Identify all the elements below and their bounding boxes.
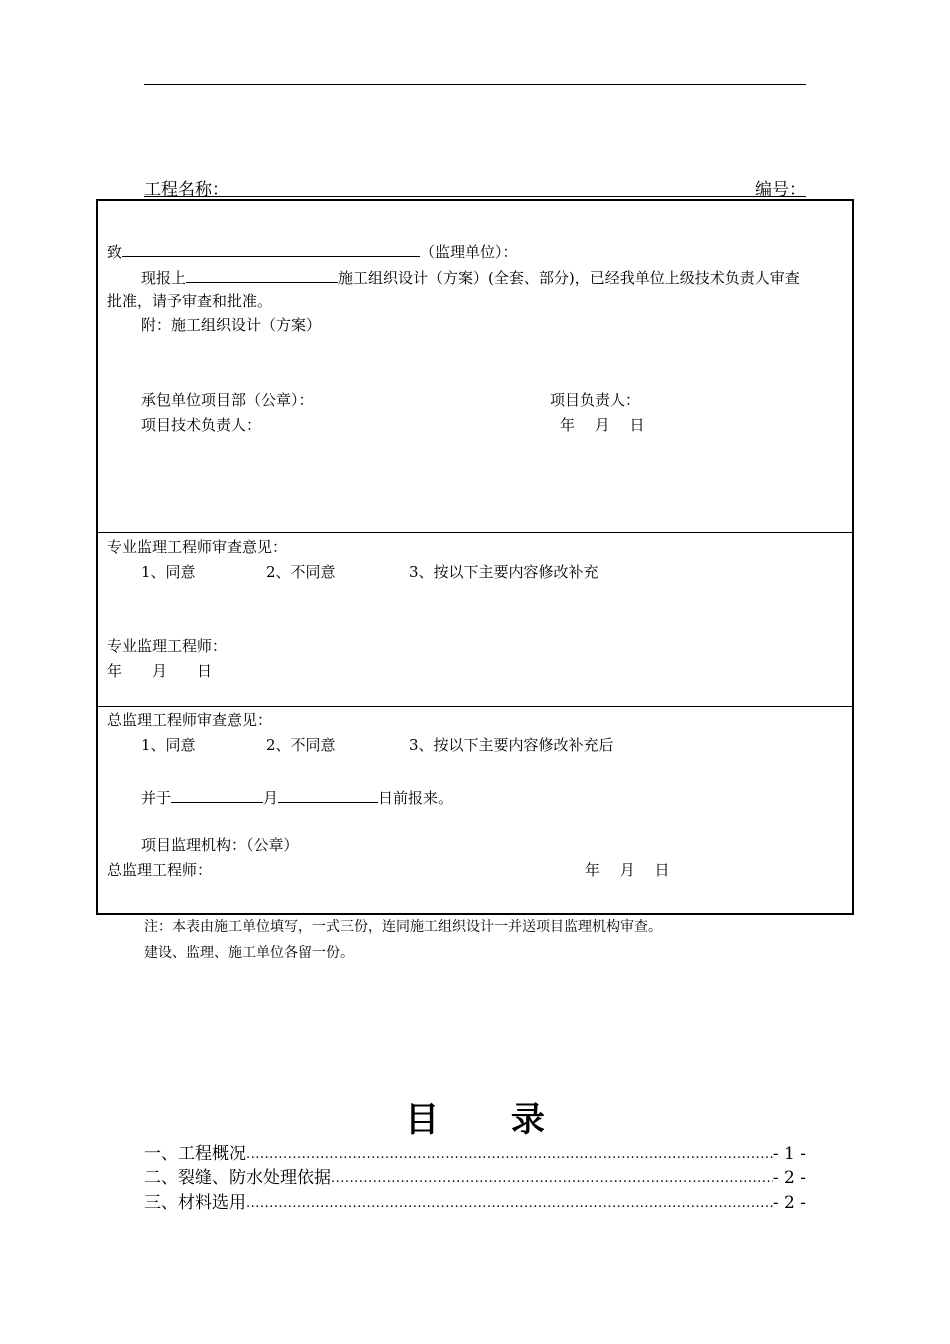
toc-item-text: 三、材料选用	[144, 1193, 246, 1213]
to-line	[107, 240, 518, 262]
submit-prefix: 并于	[141, 789, 172, 807]
submit-month-blank[interactable]	[171, 786, 263, 803]
project-name-label: 工程名称：	[144, 180, 229, 200]
submit-month: 月	[263, 789, 279, 807]
specialist-option-1: 1、同意	[141, 563, 196, 581]
specialist-opinion-label: 专业监理工程师审查意见：	[107, 538, 288, 556]
report-blank[interactable]	[186, 266, 338, 283]
toc-item-page: - 1 -	[772, 1144, 806, 1164]
toc-item-page: - 2 -	[772, 1193, 806, 1213]
toc-item-text: 一、工程概况	[144, 1144, 246, 1164]
toc-item[interactable]	[144, 1189, 806, 1213]
number-label: 编号：	[755, 180, 806, 200]
project-line	[144, 174, 806, 200]
date-1: 年 月 日	[560, 416, 645, 434]
to-prefix: 致	[107, 243, 123, 261]
supervision-org: 项目监理机构：（公章）	[141, 836, 299, 854]
report-line-2: 批准，请予审查和批准。	[107, 292, 273, 310]
chief-opinion-label: 总监理工程师审查意见：	[107, 711, 273, 729]
section-divider-1	[98, 532, 852, 533]
header-rule	[144, 84, 806, 85]
toc-title: 目 录	[405, 1100, 575, 1140]
to-suffix: （监理单位）：	[420, 243, 518, 261]
attachment-line: 附：施工组织设计（方案）	[141, 316, 322, 334]
submit-day-blank[interactable]	[278, 786, 378, 803]
report-prefix: 现报上	[141, 269, 187, 287]
submit-line	[141, 786, 453, 808]
toc-leader	[331, 1170, 773, 1188]
specialist-option-2: 2、不同意	[266, 563, 336, 581]
note-line-2: 建设、监理、施工单位各留一份。	[144, 945, 354, 961]
note-line-1: 注：本表由施工单位填写，一式三份，连同施工组织设计一并送项目监理机构审查。	[144, 919, 662, 935]
toc-item[interactable]	[144, 1140, 806, 1164]
tech-manager: 项目技术负责人：	[141, 416, 262, 434]
specialist-engineer: 专业监理工程师：	[107, 637, 228, 655]
toc-leader	[246, 1195, 773, 1213]
toc-item-page: - 2 -	[772, 1168, 806, 1188]
chief-engineer: 总监理工程师：	[107, 861, 213, 879]
chief-option-2: 2、不同意	[266, 736, 336, 754]
date-2: 年 月 日	[107, 662, 213, 680]
report-line	[141, 266, 800, 288]
date-3: 年 月 日	[585, 861, 670, 879]
section-divider-2	[98, 706, 852, 707]
supervisor-unit-blank[interactable]	[122, 240, 420, 257]
contractor-dept: 承包单位项目部（公章）：	[141, 391, 314, 409]
toc-item[interactable]	[144, 1164, 806, 1188]
chief-option-3: 3、按以下主要内容修改补充后	[409, 736, 614, 754]
toc-leader	[246, 1146, 773, 1164]
submit-suffix: 日前报来。	[378, 789, 454, 807]
report-suffix: 施工组织设计（方案）(全套、部分)，已经我单位上级技术负责人审查	[338, 269, 800, 287]
submission-form	[96, 199, 854, 915]
toc-item-text: 二、裂缝、防水处理依据	[144, 1168, 331, 1188]
chief-option-1: 1、同意	[141, 736, 196, 754]
project-manager: 项目负责人：	[550, 391, 641, 409]
specialist-option-3: 3、按以下主要内容修改补充	[409, 563, 599, 581]
